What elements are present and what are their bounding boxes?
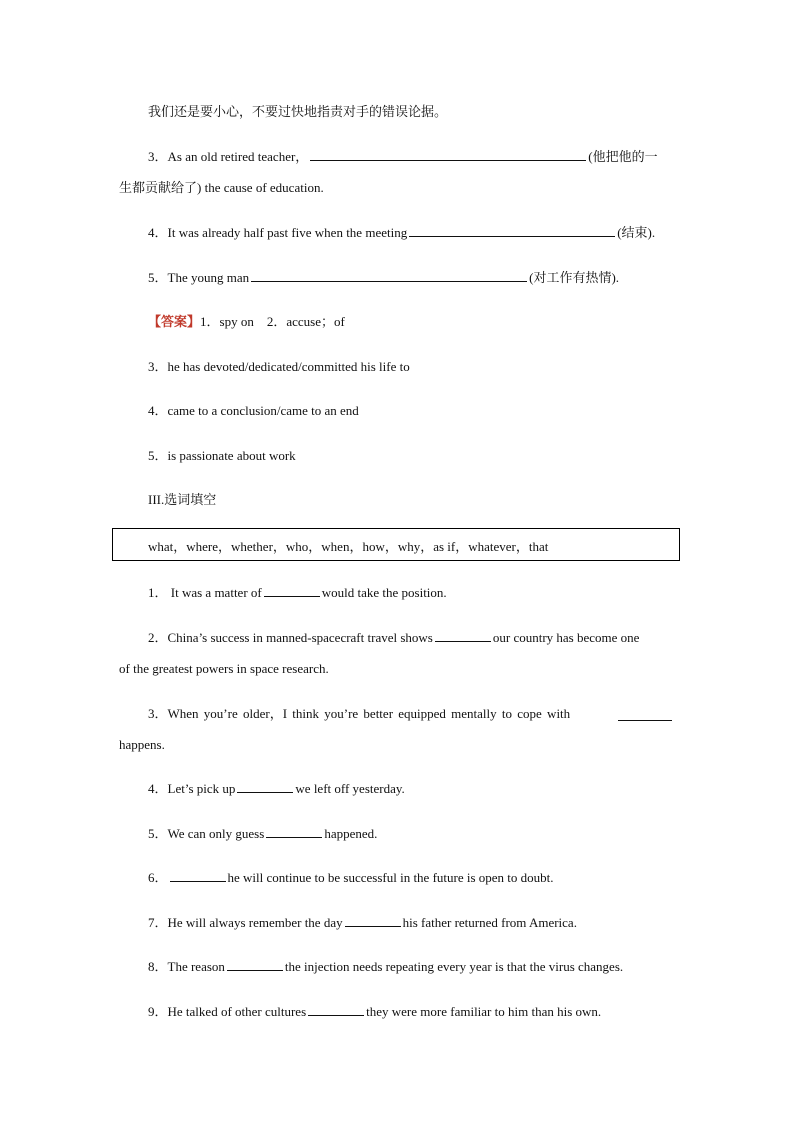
answer-blank[interactable] (266, 825, 322, 838)
item-text: The young man (167, 270, 250, 285)
item-text-after: our country has become one (492, 630, 640, 645)
answer-blank[interactable] (264, 584, 320, 597)
word-bank-box (112, 528, 680, 561)
fill-item-3-continuation: happens. (119, 737, 165, 752)
item-text: It was a matter of (167, 585, 262, 600)
item-number: 6． (148, 870, 168, 885)
fill-item-3 (148, 705, 674, 722)
item-number: 9． (148, 1004, 168, 1019)
item-number: 3． (148, 149, 168, 164)
item-number: 5． (148, 826, 168, 841)
item-number: 2． (148, 630, 168, 645)
item-number: 4． (148, 781, 168, 796)
fill-item-4 (148, 780, 405, 797)
answer-blank[interactable] (308, 1003, 364, 1016)
item-text: When you’re older，I think you’re better equipped mentally to cope with (167, 706, 571, 721)
item-text-after: would take the position. (321, 585, 447, 600)
fill-item-7 (148, 914, 577, 931)
item-text: He talked of other cultures (167, 1004, 307, 1019)
answer-blank[interactable] (227, 958, 283, 971)
translation-item-3 (148, 148, 658, 165)
item-text: We can only guess (167, 826, 265, 841)
item-text-after: they were more familiar to him than his own. (366, 1004, 602, 1019)
item-number: 7． (148, 915, 168, 930)
fill-item-6 (148, 869, 554, 886)
answers-line-2: 3．he has devoted/dedicated/committed his life to (148, 359, 410, 374)
fill-item-5 (148, 825, 377, 842)
item-text-after: we left off yesterday. (295, 781, 405, 796)
item-text: He will always remember the day (167, 915, 343, 930)
item-text-after: his father returned from America. (402, 915, 577, 930)
item-number: 8． (148, 959, 168, 974)
answer-text: 1．spy on 2．accuse；of (200, 314, 345, 329)
item-number: 5． (148, 270, 168, 285)
section-heading: III.选词填空 (148, 492, 217, 507)
item-text-after: happened. (324, 826, 378, 841)
item-text: As an old retired teacher， (167, 149, 309, 164)
word-bank: what，where，whether，who，when，how，why，as if，whatever，that (148, 539, 549, 554)
answer-blank[interactable] (409, 224, 615, 237)
item-text: The reason (167, 959, 225, 974)
fill-item-1 (148, 584, 447, 601)
item-hint: (他把他的一 (588, 149, 658, 164)
item-number: 4． (148, 225, 168, 240)
item-text-after: he will continue to be successful in the future is open to doubt. (227, 870, 554, 885)
item-hint: (对工作有热情). (529, 270, 620, 285)
answer-blank[interactable] (435, 629, 491, 642)
answer-blank[interactable] (345, 914, 401, 927)
answers-line-4: 5．is passionate about work (148, 448, 296, 463)
fill-item-2-continuation: of the greatest powers in space research. (119, 661, 329, 676)
answer-blank[interactable] (170, 869, 226, 882)
item-text: Let’s pick up (167, 781, 236, 796)
intro-sentence: 我们还是要小心，不要过快地指责对手的错误论据。 (148, 104, 448, 119)
fill-item-2 (148, 629, 639, 646)
translation-item-5 (148, 269, 619, 286)
answers-line-3: 4．came to a conclusion/came to an end (148, 403, 359, 418)
item-number: 1． (148, 585, 168, 600)
answer-blank[interactable] (251, 269, 527, 282)
item-hint: (结束). (617, 225, 656, 240)
item-number: 3． (148, 706, 168, 721)
item-text: It was already half past five when the meeting (167, 225, 408, 240)
answers-line-1 (148, 313, 345, 330)
translation-item-4 (148, 224, 655, 241)
item-text-after: the injection needs repeating every year is that the virus changes. (284, 959, 624, 974)
answer-blank[interactable] (237, 780, 293, 793)
fill-item-9 (148, 1003, 601, 1020)
translation-item-3-continuation: 生都贡献给了) the cause of education. (119, 180, 324, 195)
answer-label: 【答案】 (148, 314, 201, 329)
answer-blank[interactable] (310, 148, 586, 161)
item-text: China’s success in manned-spacecraft travel shows (167, 630, 433, 645)
fill-item-8 (148, 958, 623, 975)
answer-blank[interactable] (618, 708, 672, 721)
